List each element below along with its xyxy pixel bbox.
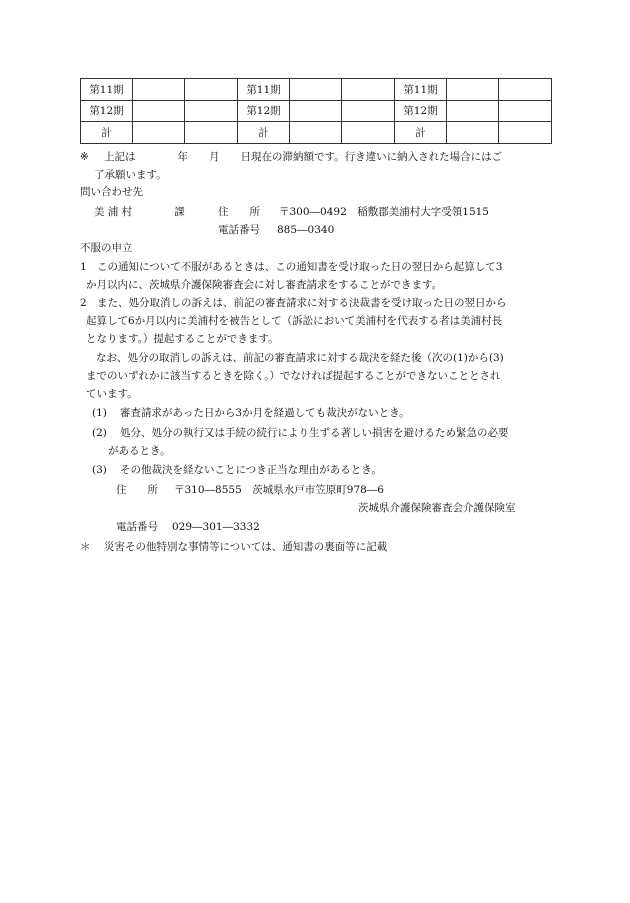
amount-cell (290, 100, 342, 122)
amount-cell (447, 122, 499, 144)
appeal-organization: 茨城県介護保険審査会介護保険室 (358, 502, 516, 514)
amount-cell (133, 122, 185, 144)
total-label: 計 (238, 122, 290, 144)
amount-cell (133, 100, 185, 122)
appeal-sub-1-text: 審査請求があった日から3か月を経過しても裁決がないとき。 (120, 407, 410, 419)
amount-cell (342, 100, 395, 122)
amount-cell (499, 79, 552, 101)
amount-cell (342, 122, 395, 144)
appeal-sub-2-number: (2) (92, 427, 107, 439)
arrears-table (80, 78, 552, 144)
table-row (81, 122, 552, 144)
period-label: 第11期 (395, 79, 447, 101)
period-label: 第12期 (238, 100, 290, 122)
appeal-sub-2-line-2: があるとき。 (108, 445, 171, 457)
contact-phone-label: 電話番号 (218, 224, 260, 236)
appeal-item-2-number: 2 (80, 297, 87, 309)
amount-cell (290, 122, 342, 144)
contact-heading: 問い合わせ先 (80, 186, 143, 198)
contact-address: 〒300―0492 稲敷郡美浦村大字受領1515 (279, 206, 489, 218)
contact-address-label: 住 所 (218, 206, 260, 218)
amount-cell (290, 79, 342, 101)
amount-cell (185, 122, 238, 144)
amount-cell (447, 79, 499, 101)
table-row (81, 100, 552, 122)
appeal-item-2-line-1: また、処分取消しの訴えは、前記の審査請求に対する決裁書を受け取った日の翌日から (97, 297, 507, 309)
appeal-address-label: 住 所 (116, 484, 158, 496)
period-label: 第11期 (81, 79, 133, 101)
amount-cell (499, 122, 552, 144)
amount-cell (447, 100, 499, 122)
appeal-sub-3-number: (3) (92, 464, 107, 476)
period-label: 第12期 (395, 100, 447, 122)
appeal-item-1-line-1: この通知について不服があるときは、この通知書を受け取った日の翌日から起算して3 (97, 261, 503, 273)
amount-cell (133, 79, 185, 101)
appeal-phone-label: 電話番号 (116, 521, 158, 533)
total-label: 計 (395, 122, 447, 144)
appeal-sub-2-line-1: 処分、処分の執行又は手続の続行により生ずる著しい損害を避けるため緊急の必要 (120, 427, 509, 439)
appeal-sub-1-number: (1) (92, 407, 107, 419)
period-label: 第11期 (238, 79, 290, 101)
amount-cell (342, 79, 395, 101)
appeal-item-1-line-2: か月以内に、茨城県介護保険審査会に対し審査請求をすることができます。 (86, 279, 443, 291)
appeal-phone: 029―301―3332 (172, 521, 260, 533)
amount-cell (185, 100, 238, 122)
appeal-heading: 不服の申立 (80, 242, 133, 254)
note-line-2: 了承願います。 (94, 169, 167, 181)
appeal-note-line-1: なお、処分の取消しの訴えは、前記の審査請求に対する裁決を経た後（次の(1)から(3) (96, 352, 504, 364)
appeal-note-line-3: ています。 (86, 388, 138, 400)
appeal-item-1-number: 1 (80, 261, 87, 273)
appeal-sub-3-text: その他裁決を経ないことにつき正当な理由があるとき。 (120, 464, 382, 476)
appeal-address: 〒310―8555 茨城県水戸市笠原町978―6 (174, 484, 384, 496)
appeal-item-2-line-3: となります。）提起することができます。 (86, 333, 279, 345)
contact-phone: 885―0340 (277, 224, 335, 236)
note-line-1: 上記は 年 月 日現在の滞納額です。行き違いに納入された場合にはご (104, 151, 503, 163)
amount-cell (185, 79, 238, 101)
appeal-item-2-line-2: 起算して6か月以内に美浦村を被告として（訴訟において美浦村を代表する者は美浦村長 (86, 315, 503, 327)
total-label: 計 (81, 122, 133, 144)
appeal-note-line-2: までのいずれかに該当するときを除く。）でなければ提起することができないこととされ (86, 370, 501, 382)
contact-department: 美 浦 村 課 (94, 206, 185, 218)
footnote-text: 災害その他特別な事情等については、通知書の裏面等に記載 (104, 541, 388, 553)
amount-cell (499, 100, 552, 122)
table-row (81, 79, 552, 101)
note-mark: ※ (80, 151, 89, 163)
period-label: 第12期 (81, 100, 133, 122)
footnote-mark: ＊ (80, 541, 91, 553)
